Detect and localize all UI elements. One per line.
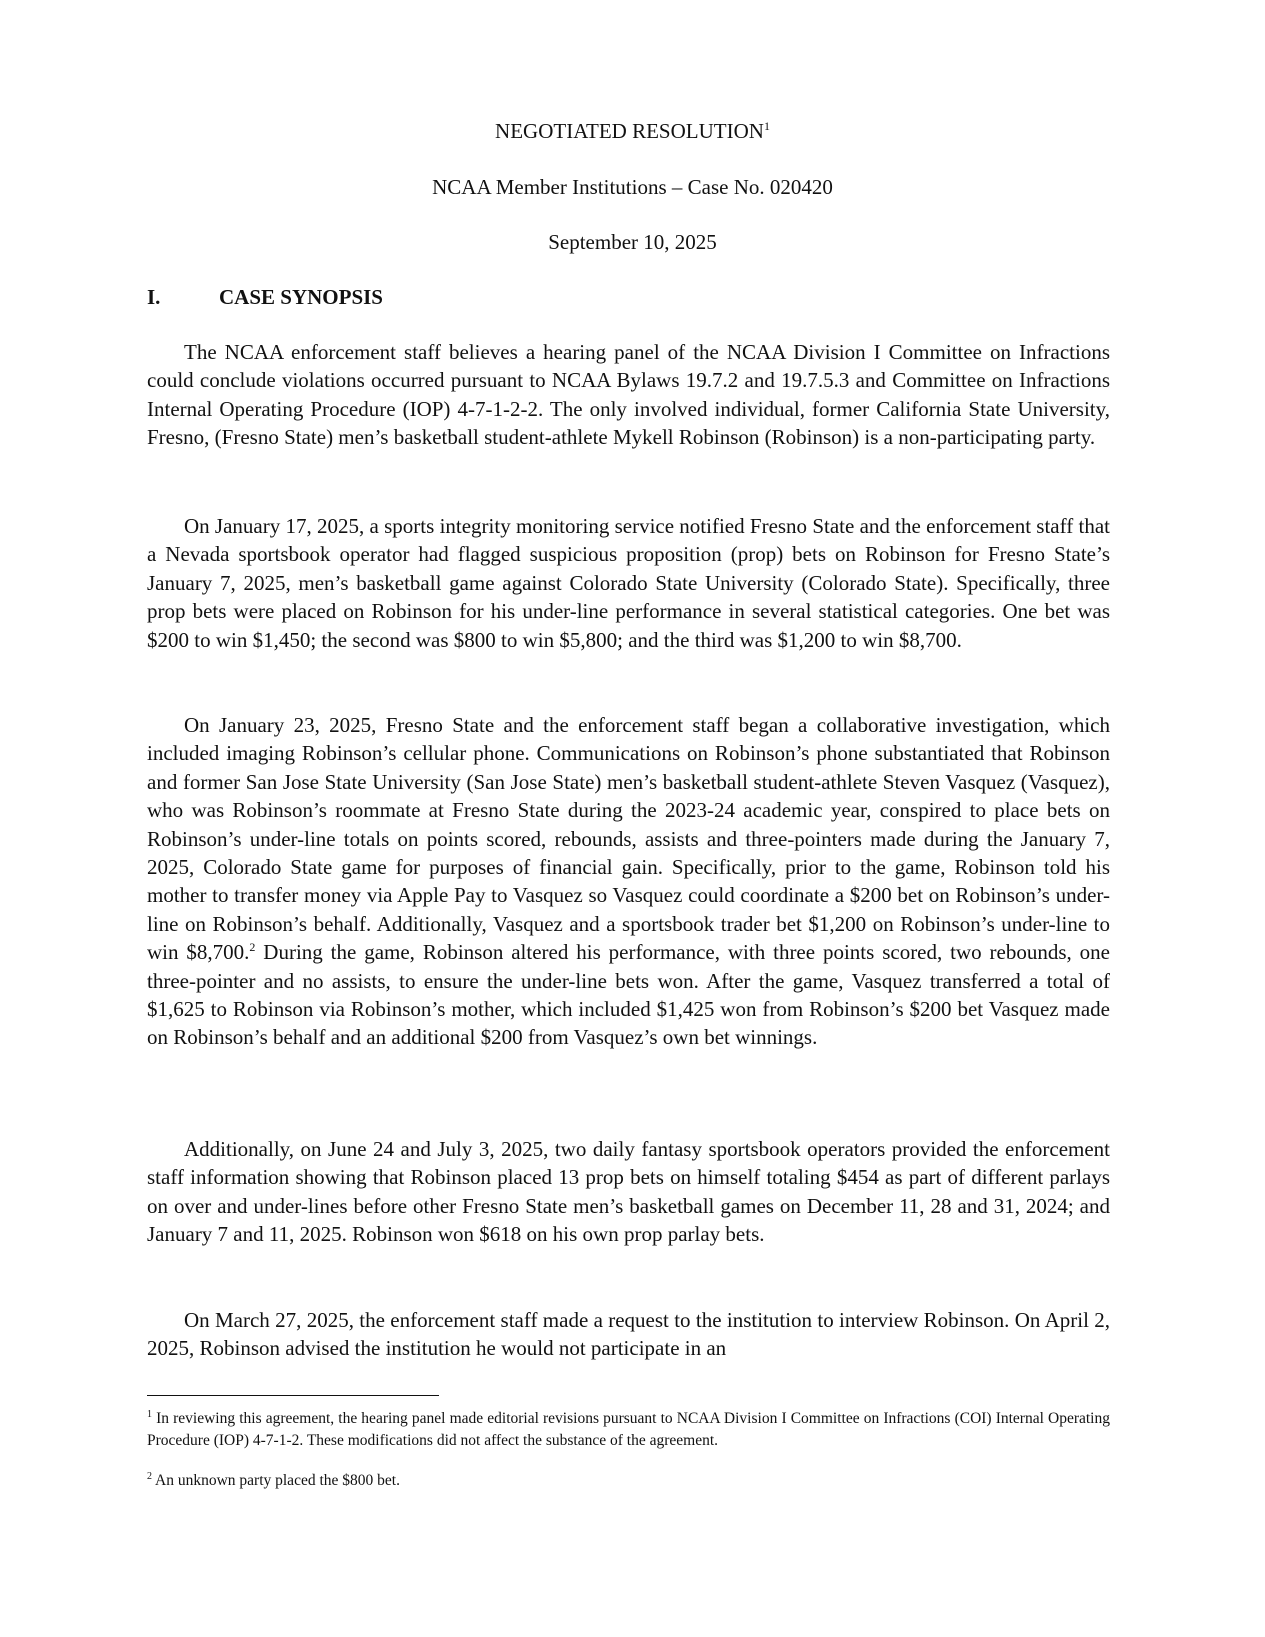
footnote-2 — [147, 1470, 1110, 1492]
footnote-divider — [147, 1395, 439, 1396]
case-number-line: NCAA Member Institutions – Case No. 020420 — [432, 175, 833, 199]
footnote-ref-2: 2 — [249, 940, 256, 955]
paragraph-3 — [147, 711, 1110, 1052]
footnote-1-text: In reviewing this agreement, the hearing panel made editorial revisions pursuant to NCAA Division I Committee on Infractions (COI) Internal Operating Procedure (IOP) 4-7-1-2. These modifications did not affect the substance of the agreement. — [147, 1410, 1110, 1449]
section-title: CASE SYNOPSIS — [219, 285, 383, 309]
footnote-2-text: An unknown party placed the $800 bet. — [152, 1472, 400, 1489]
footnote-1-number: 1 — [147, 1408, 152, 1420]
section-heading — [147, 283, 383, 311]
paragraph-3-part-b: During the game, Robinson altered his performance, with three points scored, two rebounds, one three-pointer and no assists, to ensure the under-line bets won. After the game, Vasquez transferred a total of $1,625 to Robinson via Robinson’s mother, which included $1,425 won from Robinson’s $200 bet Vasquez made on Robinson’s behalf and an additional $200 from Vasquez’s own bet winnings. — [147, 940, 1110, 1050]
paragraph-5: On March 27, 2025, the enforcement staff made a request to the institution to interview Robinson. On April 2, 2025, Robinson advised the institution he would not participate in an — [147, 1308, 1110, 1361]
paragraph-2: On January 17, 2025, a sports integrity monitoring service notified Fresno State and the enforcement staff that a Nevada sportsbook operator had flagged suspicious proposition (prop) bets on Robinson for Fresno State’s January 7, 2025, men’s basketball game against Colorado State University (Colorado State). Specifically, three prop bets were placed on Robinson for his under-line performance in several statistical categories. One bet was $200 to win $1,450; the second was $800 to win $5,800; and the third was $1,200 to win $8,700. — [147, 514, 1110, 652]
paragraph-1: The NCAA enforcement staff believes a hearing panel of the NCAA Division I Committee on Infractions could conclude violations occurred pursuant to NCAA Bylaws 19.7.2 and 19.7.5.3 and Committee on Infractions Internal Operating Procedure (IOP) 4-7-1-2-2. The only involved individual, former California State University, Fresno, (Fresno State) men’s basketball student-athlete Mykell Robinson (Robinson) is a non-participating party. — [147, 340, 1110, 450]
title-text: NEGOTIATED RESOLUTION — [495, 119, 764, 143]
paragraph-4: Additionally, on June 24 and July 3, 2025, two daily fantasy sportsbook operators provided the enforcement staff information showing that Robinson placed 13 prop bets on himself totaling $454 as part of different parlays on over and under-lines before other Fresno State men’s basketball games on December 11, 28 and 31, 2024; and January 7 and 11, 2025. Robinson won $618 on his own prop parlay bets. — [147, 1137, 1110, 1247]
footnote-ref-1: 1 — [763, 119, 770, 133]
section-number: I. — [147, 285, 161, 309]
footnote-2-number: 2 — [147, 1470, 152, 1482]
footnote-1 — [147, 1408, 1110, 1452]
document-date: September 10, 2025 — [548, 230, 717, 254]
document-title — [0, 117, 1265, 145]
paragraph-3-part-a: On January 23, 2025, Fresno State and the enforcement staff began a collaborative investigation, which included imaging Robinson’s cellular phone. Communications on Robinson’s phone substantiated that Robinson and former San Jose State University (San Jose State) men’s basketball student-athlete Steven Vasquez (Vasquez), who was Robinson’s roommate at Fresno State during the 2023-24 academic year, conspired to place bets on Robinson’s under-line totals on points scored, rebounds, assists and three-pointers made during the January 7, 2025, Colorado State game for purposes of financial gain. Specifically, prior to the game, Robinson told his mother to transfer money via Apple Pay to Vasquez so Vasquez could coordinate a $200 bet on Robinson’s under-line on Robinson’s behalf. Additionally, Vasquez and a sportsbook trader bet $1,200 on Robinson’s under-line to win $8,700. — [147, 713, 1110, 965]
